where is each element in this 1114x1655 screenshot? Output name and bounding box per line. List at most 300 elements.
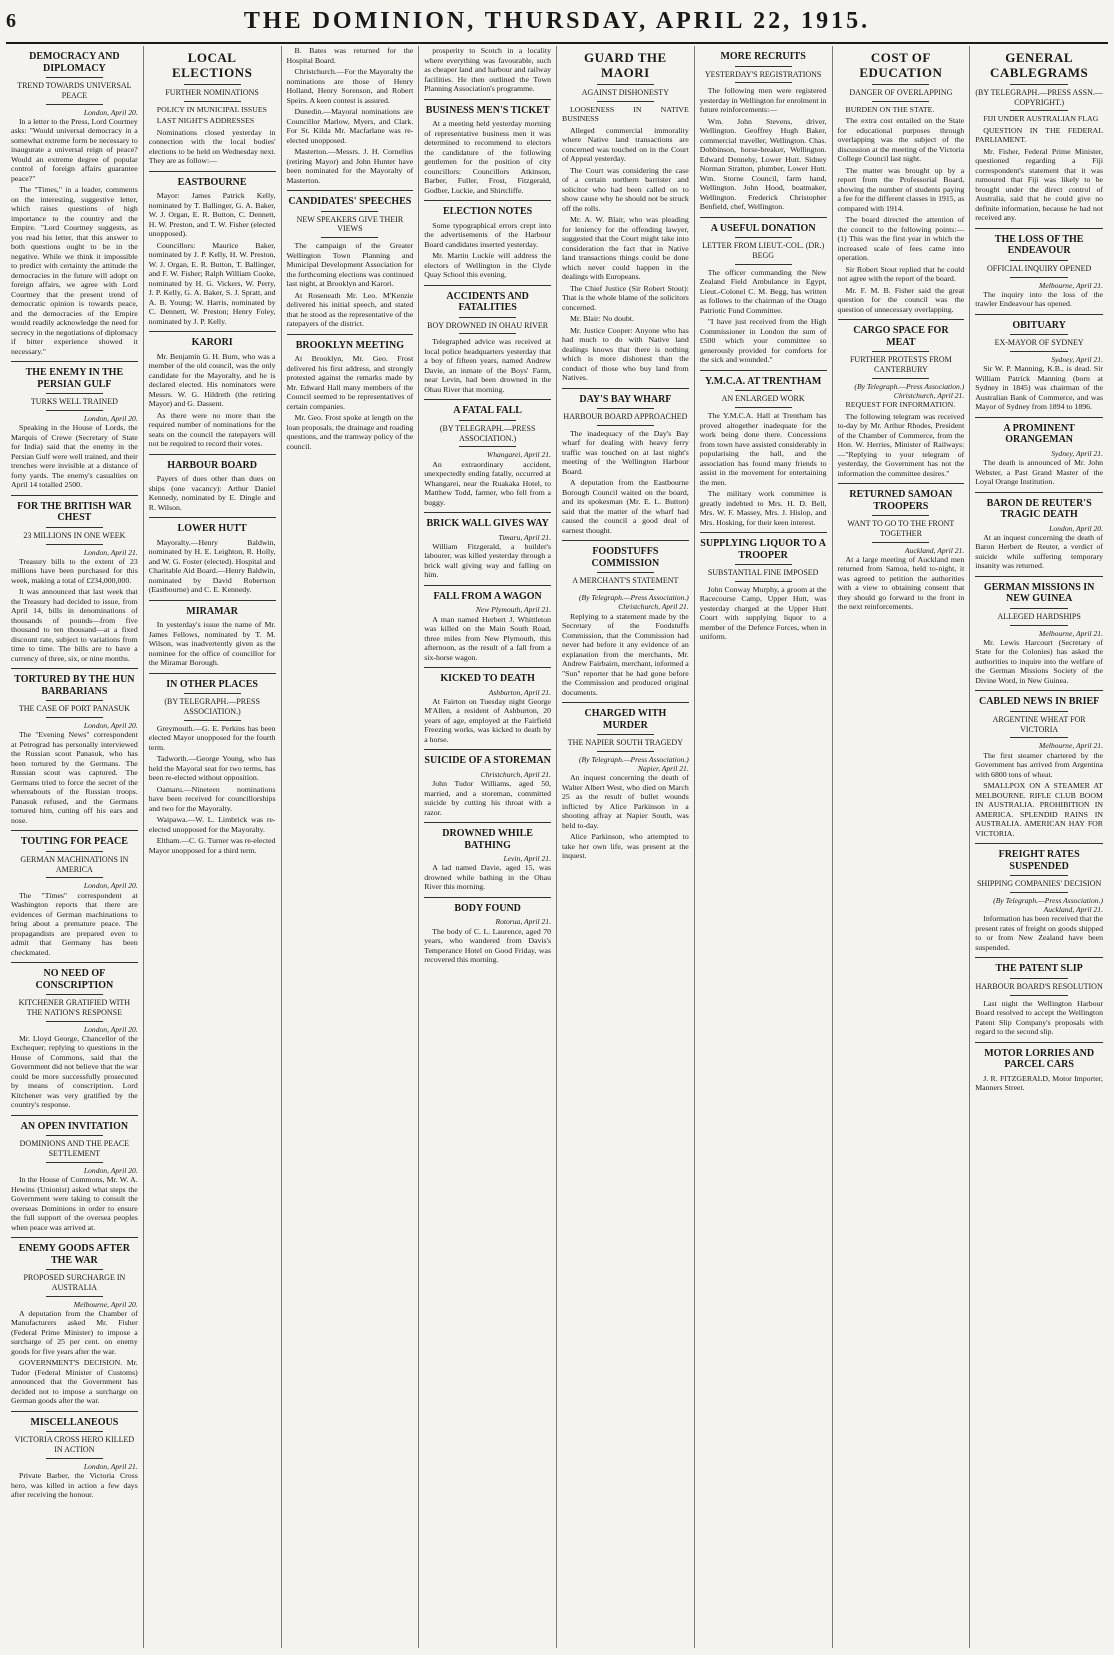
article-subheading: WANT TO GO TO THE FRONT TOGETHER (847, 519, 955, 538)
article-paragraph: Treasury bills to the extent of 23 millions have been purchased for this week, making a total of £234,000,000. (11, 556, 138, 585)
article-paragraph: The Chief Justice (Sir Robert Stout): That is the whole blame of the solicitors concerned. (562, 283, 689, 312)
article-divider (975, 690, 1103, 691)
headline-rule (735, 237, 792, 238)
column-6 (695, 46, 833, 1648)
article-divider (149, 600, 276, 601)
article-subheading: DOMINIONS AND THE PEACE SETTLEMENT (19, 1139, 130, 1158)
article (424, 591, 551, 662)
headline-rule (46, 544, 103, 545)
article-paragraph: William Fitzgerald, a builder's labourer, was killed yesterday through a brick wall giving way and falling on him. (424, 541, 551, 580)
article (11, 836, 138, 957)
article (975, 498, 1103, 571)
column-1 (6, 46, 144, 1648)
headline-rule (46, 393, 103, 394)
article-paragraph: Telegraphed advice was received at local police headquarters yesterday that a boy of fifteen years, named Andrew Davie, an inmate of the Boys' Farm, near Levin, had been drowned in the Ohau River that morning. (424, 337, 551, 394)
headline-rule (597, 734, 654, 735)
article (149, 460, 276, 513)
headline-rule (1010, 84, 1067, 85)
article-headline: ENEMY GOODS AFTER THE WAR (18, 1243, 131, 1266)
headline-rule (184, 693, 241, 694)
headline-rule (1010, 892, 1067, 893)
article-subheading: AN ENLARGED WORK (721, 394, 805, 404)
article-paragraph: Mr. F. M. B. Fisher said the great question for the council was the question of unnecessary overlapping. (837, 285, 965, 314)
article-divider (838, 483, 965, 484)
headline-rule (46, 1431, 103, 1432)
article (424, 405, 551, 507)
headline-rule (735, 264, 792, 265)
article (11, 51, 138, 356)
article-paragraph: The extra cost entailed on the State for educational purposes through overlapping was the subject of the discussion at the meeting of the Victoria College Council last night. (837, 116, 965, 164)
article-paragraph: The campaign of the Greater Wellington Town Planning and Municipal Development Association for the forthcoming elections was continued last night, at Brooklyn and Karori. (286, 241, 414, 288)
headline-rule (321, 237, 378, 238)
article (838, 325, 965, 478)
article (149, 51, 276, 166)
article-dateline: London, April 20. (83, 1024, 138, 1034)
article (11, 1121, 138, 1232)
headline-rule (735, 407, 792, 408)
article-subheading: THE NAPIER SOUTH TRAGEDY (567, 738, 683, 748)
article-dateline: (By Telegraph.—Press Association.) Christchurch, April 21. (854, 381, 965, 400)
headline-rule (1010, 737, 1067, 738)
article-dateline: Melbourne, April 21. (1039, 741, 1103, 751)
article (287, 196, 414, 329)
article-subheading: NEW SPEAKERS GIVE THEIR VIEWS (296, 214, 404, 234)
article-subheading: ARGENTINE WHEAT FOR VICTORIA (992, 714, 1086, 734)
article-paragraph: A man named Herbert J. Whittleton was killed on the Main South Road, three miles from New Plymouth, this afternoon, as the result of a fall from a six-horse wagon. (424, 614, 551, 662)
article-headline: THE LOSS OF THE ENDEAVOUR (994, 233, 1084, 257)
article-headline: FALL FROM A WAGON (433, 590, 542, 602)
article-divider (838, 319, 965, 320)
article (975, 423, 1103, 487)
article-divider (424, 585, 551, 586)
headline-rule (735, 66, 792, 67)
article-divider (975, 843, 1103, 844)
article-subheading: (BY TELEGRAPH.—PRESS ASSOCIATION.) (439, 423, 536, 443)
article-paragraph: Mr. Fisher, Federal Prime Minister, questioned regarding a Fiji correspondent's statement that it was rumoured that Fiji was likely to be brought under the direct control of Australia, said that he could give no definite information, because he had not received any. (975, 146, 1103, 223)
article-paragraph: Dunedin.—Mayoral nominations are Councillor Marlow, Myers, and Clark. For St. Kilda Mr. Macfarlane was re-elected unopposed. (286, 107, 414, 145)
article-divider (700, 532, 827, 533)
article-divider (11, 1237, 138, 1238)
article-paragraph: POLICY IN MUNICIPAL ISSUES (156, 104, 268, 114)
article-paragraph: A lad named Davie, aged 15, was drowned while bathing in the Ohau River this morning. (424, 863, 551, 892)
article-dateline: Auckland, April 21. (904, 545, 965, 555)
headline-rule (872, 515, 929, 516)
article-divider (700, 217, 827, 218)
article-paragraph: It was announced that last week that the Treasury had decided to issue, from April 14, bills in denominations of thousands of pounds—from five thousand to ten thousand—at a fixed discount rate, subject to variations from time to time. The bills are to have a currency of three, six, or nine months. (11, 587, 138, 663)
article-paragraph: The inadequacy of the Day's Bay wharf for dealing with heavy ferry traffic was touched on at last night's meeting of the Wellington Harbour Board. (562, 428, 689, 476)
article-paragraph: At Brooklyn, Mr. Geo. Frost delivered his first address, and strongly protested against the remarks made by Mr. Edward Hall many members of the Council seemed to be representatives of certain companies. (286, 354, 414, 411)
article-divider (424, 667, 551, 668)
article-subheading: BOY DROWNED IN OHAU RIVER (427, 320, 549, 330)
article-headline: THE PATENT SLIP (995, 963, 1083, 975)
article-paragraph: Information has been received that the present rates of freight on goods shipped to or from New Zealand have been suspended. (975, 914, 1103, 952)
article-headline: MIRAMAR (186, 605, 238, 617)
article-divider (11, 668, 138, 669)
article-paragraph: The "Times," in a leader, comments on the interesting, suggestive letter, which raises questions of high importance to the country and the Empire. "Lord Courtney suggests, as you read his letter, that this answer to both questions ought to be in the negative. While we think it impossible to predict with certainty the attitude the democracies in the future will adopt on foreign affairs, we agree with Lord Courtney that the present trend of democratic opinion is towards peace, and the democracies of the Empire would readily acknowledge the need for secrecy in the negotiations of diplomacy if bitter experience showed it necessary." (11, 185, 138, 356)
headline-rule (46, 700, 103, 701)
article (11, 968, 138, 1110)
article (975, 849, 1103, 952)
article-headline: FREIGHT RATES SUSPENDED (998, 849, 1080, 872)
article-paragraph: The following telegram was received to-day by Mr. Arthur Rhodes, President of the Chamber of Commerce, from the Hon. W. Herries, Minister of Railways:—"Replying to your telegram of yesterday, the Government has not the information the committee desires." (837, 411, 965, 478)
masthead (6, 6, 1108, 44)
article (11, 501, 138, 664)
article-headline: SUICIDE OF A STOREMAN (424, 755, 551, 767)
article (11, 674, 138, 825)
article-headline: A USEFUL DONATION (710, 222, 816, 234)
headline-rule (735, 390, 792, 391)
article-paragraph: The following men were registered yesterday in Wellington for enrolment in future reinforcements:— (699, 86, 827, 115)
article-paragraph: The board directed the attention of the council to the following points:— (1) This was the first year in which the increased scale of fees came into operation. (837, 215, 965, 263)
article-paragraph: The "Evening News" correspondent at Petrograd has personally interviewed the Russian scout Panasuk, who has been tortured by the Germans. The Russian scout was captured. The Germans tried to force the secret of the whereabouts of the Russian troops. Panasuk refused, and the Germans tortured him, cutting off his ears and nose. (11, 730, 138, 825)
article-divider (975, 492, 1103, 493)
headline-rule (46, 1135, 103, 1136)
article-divider (11, 962, 138, 963)
article (562, 546, 689, 697)
article (424, 105, 551, 196)
article-headline: CARGO SPACE FOR MEAT (853, 325, 949, 348)
article (700, 376, 827, 527)
article-paragraph: REQUEST FOR INFORMATION. (845, 400, 956, 410)
article-dateline: Melbourne, April 20. (73, 1299, 138, 1309)
article-paragraph: Waipawa.—W. L. Limbrick was re-elected unopposed for the Mayoralty. (148, 815, 276, 834)
article (149, 679, 276, 856)
headline-rule (46, 994, 103, 995)
article-divider (287, 334, 414, 335)
article-headline: BROOKLYN MEETING (295, 339, 404, 351)
article-headline: CHARGED WITH MURDER (584, 708, 667, 731)
article-paragraph: The "Times" correspondent at Washington reports that there are evidences of German machinations to bring about a premature peace. The propagandists are prepared even to admit that Germany has been checkmated. (11, 890, 138, 957)
article-subheading: GERMAN MACHINATIONS IN AMERICA (20, 854, 129, 874)
article-subheading: OFFICIAL INQUIRY OPENED (986, 263, 1092, 273)
article-subheading: FURTHER PROTESTS FROM CANTERBURY (849, 355, 952, 374)
article-paragraph: The Court was considering the case of a certain northern barrister and solicitor who had been called on to show cause why he should not be struck off the rolls. (562, 165, 689, 213)
page-number: 6 (6, 10, 16, 32)
article (700, 538, 827, 642)
article-headline: GUARD THE MAORI (584, 50, 667, 80)
article-dateline: London, April 21. (83, 1461, 138, 1471)
article-paragraph: QUESTION IN THE FEDERAL PARLIAMENT. (975, 125, 1103, 145)
article-headline: GENERAL CABLEGRAMS (990, 50, 1089, 80)
article-subheading: HARBOUR BOARD'S RESOLUTION (975, 981, 1103, 991)
article (149, 523, 276, 595)
article-paragraph: Nominations closed yesterday in connection with the local bodies' elections to be held on Wednesday next. They are as follow:— (148, 127, 276, 166)
article-headline: OBITUARY (1012, 319, 1066, 331)
article-paragraph: An inquest concerning the death of Walter Albert West, who died on March 25 as the result of bullet wounds inflicted by Alice Parkinson in a shooting affray at Napier South, was held to-day. (562, 773, 689, 830)
article-paragraph: An extraordinary accident, unexpectedly ending fatally, occurred at Whangarei, near the Ruakaka Hotel, to Matthew Todd, farmer, who fell from a buggy. (424, 459, 551, 507)
article (149, 177, 276, 327)
article-divider (424, 200, 551, 201)
article (424, 291, 551, 395)
headline-rule (597, 572, 654, 573)
headline-rule (735, 581, 792, 582)
headline-rule (597, 84, 654, 85)
article (11, 367, 138, 490)
article-headline: HARBOUR BOARD (167, 459, 257, 471)
headline-rule (46, 877, 103, 878)
article-dateline: Christchurch, April 21. (480, 769, 551, 779)
article (149, 337, 276, 449)
article-paragraph: Mr. Martin Luckie will address the electors of Wellington in the Clyde Quay School this evening. (424, 251, 551, 279)
article-divider (424, 399, 551, 400)
headline-rule (1010, 351, 1067, 352)
article-dateline: Whangarei, April 21. (486, 450, 551, 460)
article-headline: ACCIDENTS AND FATALITIES (446, 290, 529, 313)
article-divider (424, 749, 551, 750)
article-paragraph: A deputation from the Chamber of Manufacturers asked Mr. Fisher (Federal Prime Minister) to impose a surcharge of 25 per cent. on enemy goods for five years after the war. (11, 1308, 138, 1356)
article-divider (149, 517, 276, 518)
article-paragraph: FIJI UNDER AUSTRALIAN FLAG (983, 114, 1099, 124)
article-subheading: TURKS WELL TRAINED (30, 397, 118, 407)
column-7 (833, 46, 971, 1648)
headline-rule (735, 82, 792, 83)
article-headline: LOWER HUTT (177, 523, 247, 535)
article-headline: COST OF EDUCATION (859, 50, 943, 80)
article-dateline: Melbourne, April 21. (1039, 628, 1103, 638)
article-headline: BARON DE REUTER'S TRAGIC DEATH (986, 497, 1092, 521)
article (975, 963, 1103, 1036)
headline-rule (46, 410, 103, 411)
headline-rule (1010, 978, 1067, 979)
article-divider (562, 388, 689, 389)
article-divider (975, 1042, 1103, 1043)
article (11, 1243, 138, 1406)
article-headline: THE ENEMY IN THE PERSIAN GULF (25, 367, 124, 390)
headline-rule (735, 564, 792, 565)
article-paragraph: A deputation from the Eastbourne Borough Council waited on the board, and its spokesman (Mr. E. L. Button) said that the matter of the wharf had caused the council a good deal of earnest thought. (562, 478, 689, 535)
article-paragraph: Mr. Geo. Frost spoke at length on the loan proposals, the drainage and roading questions, and the tramway policy of the council. (286, 413, 414, 451)
article-paragraph: Sir Robert Stout replied that he could not agree with the report of the board. (837, 264, 965, 284)
headline-rule (1010, 110, 1067, 111)
article-headline: A PROMINENT ORANGEMAN (1003, 422, 1075, 446)
article-divider (11, 1115, 138, 1116)
article (424, 755, 551, 817)
headline-rule (872, 84, 929, 85)
article (975, 696, 1103, 838)
article-subheading: PROPOSED SURCHARGE IN AUSTRALIA (23, 1273, 126, 1292)
article-dateline: London, April 20. (83, 721, 138, 730)
article (700, 51, 827, 212)
headline-rule (184, 720, 241, 721)
article-headline: BODY FOUND (454, 902, 521, 914)
article (11, 1417, 138, 1500)
headline-rule (321, 211, 378, 212)
article-paragraph: Some typographical errors crept into the advertisements of the Harbour Board candidates inserted yesterday. (424, 220, 551, 249)
article (975, 51, 1103, 223)
article-paragraph: The first steamer chartered by the Government has arrived from Argentina with 6800 tons of wheat. (975, 750, 1103, 779)
article-divider (424, 285, 551, 286)
headline-rule (46, 1162, 103, 1163)
article-subheading: THE CASE OF PORT PANASUK (18, 704, 130, 714)
headline-rule (1010, 711, 1067, 712)
article-divider (11, 830, 138, 831)
article-dateline: London, April 21. (83, 547, 138, 557)
article-headline: ELECTION NOTES (443, 206, 533, 217)
article-divider (149, 673, 276, 674)
headline-rule (597, 751, 654, 752)
article-paragraph: At a large meeting of Auckland men returned from Samoa, held to-night, it was agreed to petition the authorities with a view to obtaining consent that they should go forward to the front in the next reinforcements. (837, 554, 965, 612)
article-headline: TORTURED BY THE HUN BARBARIANS (14, 674, 135, 697)
article-paragraph: BURDEN ON THE STATE. (845, 104, 935, 114)
article (838, 51, 965, 314)
headline-rule (46, 1269, 103, 1270)
article-paragraph: At Fairton on Tuesday night George M'Allen, a resident of Ashburton, 20 years of age, employed at the Fairfield Freezing works, was kicked to death by a horse. (424, 696, 551, 744)
article-dateline: (By Telegraph.—Press Association.) Napier, April 21. (578, 754, 689, 774)
article-divider (424, 99, 551, 100)
article-headline: NO NEED OF CONSCRIPTION (35, 968, 114, 991)
article-headline: GERMAN MISSIONS IN NEW GUINEA (983, 581, 1095, 605)
article-divider (424, 512, 551, 513)
article-paragraph: The officer commanding the New Zealand Field Ambulance in Egypt, Lieut.-Colonel C. M. Begg, has written as follows to the chairman of the Otago Patriotic Fund Committee. (699, 267, 827, 315)
article-dateline: London, April 20. (83, 1165, 138, 1175)
article-divider (562, 702, 689, 703)
headline-rule (597, 408, 654, 409)
columns-container (6, 46, 1108, 1648)
article-paragraph: GOVERNMENT'S DECISION. Mr. Tudor (Federal Minister of Customs) announced that the Government has decided not to impose a surcharge on German goods after the war. (11, 1358, 138, 1406)
column-2 (144, 46, 282, 1648)
headline-rule (46, 1458, 103, 1459)
headline-rule (46, 1021, 103, 1022)
headline-rule (597, 589, 654, 590)
article-subheading: TREND TOWARDS UNIVERSAL PEACE (17, 81, 132, 100)
headline-rule (459, 333, 516, 334)
article-paragraph: Payers of dues other than dues on ships (one vacancy): Arthur Daniel Kennedy, nominated by E. Dingle and R. Wilson. (148, 474, 276, 512)
article-paragraph: Speaking in the House of Lords, the Marquis of Crewe (Secretary of State for India) said that the enemy in the Persian Gulf were well trained, and their trenches were invisible at a distance of forty yards. The enemy's casualties on April 14 totalled 2500. (11, 423, 138, 490)
article (975, 1048, 1103, 1093)
article-paragraph: Christchurch.—For the Mayoralty the nominations are those of Henry Holland, Henry Sorenson, and Robert Speirs. A keen contest is assured. (286, 67, 414, 105)
article-divider (975, 417, 1103, 418)
article-dateline: (By Telegraph.—Press Association.) Auckland, April 21. (993, 895, 1103, 915)
article (838, 489, 965, 612)
headline-rule (46, 1296, 103, 1297)
article-paragraph: Private Barber, the Victoria Cross hero, was killed in action a few days after receiving the honour. (11, 1471, 138, 1499)
article (562, 51, 689, 383)
article (424, 903, 551, 965)
article-headline: IN OTHER PLACES (166, 678, 258, 690)
article-dateline: New Plymouth, April 21. (475, 605, 551, 615)
article (975, 234, 1103, 309)
article-headline: KICKED TO DEATH (440, 673, 535, 684)
headline-rule (1010, 608, 1067, 609)
article-divider (424, 897, 551, 898)
headline-rule (46, 717, 103, 718)
article-paragraph: In a letter to the Press, Lord Courtney asks: "Would universal democracy in a somewhat extreme form be necessary to inaugurate a universal reign of peace? Would an extreme degree of popular control of foreign affairs guarantee peace?" (11, 116, 138, 183)
article-headline: BUSINESS MEN'S TICKET (425, 104, 550, 116)
article-subheading: DANGER OF OVERLAPPING (849, 87, 953, 97)
article-paragraph: Wm. John Stevens, driver, Wellington. Geoffrey Hugh Baker, commercial traveller, Wellington. Chas. Dobbinson, horse-breaker, Wellington. Edward Dennehy, Lower Hutt. Sidney Norman Stratton, plumber, Lower Hutt. Wm. Storne Council, farm hand, Wellington. John Hood, boatmaker, Wellington. Frederick Christopher Benfield, chef, Wellington. (699, 116, 827, 212)
article-paragraph: In yesterday's issue the name of Mr. James Fellows, nominated by T. M. Wilson, was inadvertently given as the nominee for the office of councillor for the Miramar Borough. (148, 620, 276, 668)
article-headline: SUPPLYING LIQUOR TO A TROOPER (700, 538, 826, 561)
article-subheading: 23 MILLIONS IN ONE WEEK (23, 530, 126, 540)
article-headline: KARORI (191, 337, 233, 349)
article (975, 320, 1103, 412)
article-paragraph: Mr. A. W. Blair, who was pleading for leniency for the offending lawyer, suggested that the Court might take into consideration the fact that in Native land transactions things could be done which never could happen in the dealings with Europeans. (562, 215, 689, 282)
headline-rule (459, 446, 516, 447)
article-paragraph: LOOSENESS IN NATIVE BUSINESS (562, 104, 689, 124)
article-headline: A FATAL FALL (453, 405, 522, 417)
article-headline: DEMOCRACY AND DIPLOMACY (29, 51, 120, 74)
headline-rule (1010, 995, 1067, 996)
article-paragraph: Last night the Wellington Harbour Board resolved to accept the Wellington Patent Slip Company's proposals with regard to the second slip. (975, 998, 1103, 1037)
article-paragraph: Mayor: James Patrick Kelly, nominated by T. Ballinger, G. A. Baker, W. J. Organ, E. R. Button, C. Dennett, H. W. Preston, and T. W. Fisher (elected unopposed). (148, 191, 276, 239)
article-headline: CANDIDATES' SPEECHES (288, 196, 412, 207)
article-paragraph: B. Bates was returned for the Hospital Board. (286, 46, 414, 65)
article-paragraph: Mr. Justice Cooper: Anyone who has had much to do with Native land dealings knows that there is nothing which is more dishonest than the conduct of those who buy land from Natives. (562, 325, 689, 383)
article-dateline: Levin, April 21. (503, 854, 551, 863)
article-paragraph: Replying to a statement made by the Secretary of the Foodstuffs Commission, that the Commission had never had before it any evidence of an explanation from the merchants, Mr. Andrew Fairbairn, merchant, informed a "Sun" reporter that he had gone before the Commission and produced original documents. (562, 611, 689, 697)
article-paragraph: Mr. Lewis Harcourt (Secretary of State for the Colonies) has asked the authorities to inquire into the welfare of the German Missions Society of the Divine Word, in New Guinea. (975, 637, 1103, 685)
article-subheading: SUBSTANTIAL FINE IMPOSED (707, 568, 819, 577)
article-paragraph: The body of C. L. Laurence, aged 70 years, who wandered from Davis's Temperance Hotel on Good Friday, was recovered this morning. (424, 926, 551, 964)
article-paragraph: Mr. Benjamin G. H. Burn, who was a member of the old council, was the only candidate for the Mayoralty, and he is declared elected. His nominators were Messrs. W. G. Hildreth (the retiring Mayor) and G. Dassent. (148, 351, 276, 409)
article-paragraph: Oamaru.—Nineteen nominations have been received for councillorships and two for the Mayoralty. (148, 784, 276, 813)
article-paragraph: LAST NIGHT'S ADDRESSES (156, 116, 255, 126)
article (149, 606, 276, 668)
headline-rule (459, 317, 516, 318)
article-headline: FOR THE BRITISH WAR CHEST (17, 500, 132, 524)
headline-rule (597, 101, 654, 102)
article (424, 206, 551, 280)
headline-rule (46, 77, 103, 78)
headline-rule (1010, 875, 1067, 876)
article-paragraph: Mr. Blair: No doubt. (570, 314, 634, 324)
article-headline: DAY'S BAY WHARF (579, 393, 672, 405)
article-dateline: London, April 20. (83, 414, 138, 423)
article-paragraph: Sir W. P. Manning, K.B., is dead. Sir William Patrick Manning (born at Sydney in 1845) was chairman of the Australian Bank of Commerce, and was Mayor of Sydney from 1894 to 1896. (975, 364, 1103, 412)
article-headline: MOTOR LORRIES AND PARCEL CARS (984, 1047, 1095, 1071)
article (287, 340, 414, 452)
article-subheading: ALLEGED HARDSHIPS (997, 611, 1081, 621)
headline-rule (46, 851, 103, 852)
article-paragraph: At a meeting held yesterday morning of representative business men it was determined to recommend to electors the candidature of the following gentlemen for the position of city councillors: Councillors Atkinson, Barber, Fuller, Frost, Fitzgerald, Godber, Luckie, and Shirtcliffe. (424, 119, 551, 195)
article-paragraph: Masterton.—Messrs. J. H. Cornelius (retiring Mayor) and John Hunter have been nominated for the Mayoralty of Masterton. (286, 147, 414, 185)
headline-rule (1010, 277, 1067, 278)
article-paragraph: The inquiry into the loss of the trawler Endeavour has opened. (975, 289, 1103, 309)
article (424, 828, 551, 892)
article-subheading: KITCHENER GRATIFIED WITH THE NATION'S RESPONSE (18, 998, 131, 1017)
article-divider (149, 454, 276, 455)
article-subheading: YESTERDAY'S REGISTRATIONS (704, 69, 822, 79)
article-dateline: London, April 20. (1049, 523, 1103, 533)
article-headline: RETURNED SAMOAN TROOPERS (849, 489, 953, 512)
article-divider (700, 370, 827, 371)
article-paragraph: prosperity to Scotch in a locality where everything was favourable, such as cheaper land and harbour and railway facilities. He then outlined the Town Planning Association's programme. (424, 46, 551, 93)
article-paragraph: Alleged commercial immorality where Native land transactions are concerned was touched on in the Court of Appeal yesterday. (562, 125, 689, 164)
article-headline: AN OPEN INVITATION (20, 1120, 129, 1132)
article (700, 223, 827, 365)
article-headline: BRICK WALL GIVES WAY (426, 518, 549, 529)
column-4 (419, 46, 557, 1648)
article (424, 46, 551, 94)
article-divider (11, 495, 138, 496)
article-headline: MORE RECRUITS (720, 51, 806, 62)
article-headline: EASTBOURNE (177, 176, 247, 188)
article-paragraph: John Tudor Williams, aged 50, married, and a storeman, committed suicide by cutting his throat with a razor. (424, 779, 551, 817)
article (562, 394, 689, 536)
article-headline: DROWNED WHILE BATHING (442, 828, 533, 851)
article-paragraph: John Conway Murphy, a groom at the Racecourse Camp, Upper Hutt, was yesterday charged at the Upper Hutt Court with supplying liquor to a member of the Defence Forces, when in uniform. (699, 584, 827, 642)
column-3 (282, 46, 420, 1648)
article-paragraph: As there were no more than the required number of nominations for the seats on the council the ratepayers will not be required to record their votes. (148, 410, 276, 449)
article-subheading: VICTORIA CROSS HERO KILLED IN ACTION (14, 1435, 135, 1454)
article-divider (149, 331, 276, 332)
article-divider (11, 1411, 138, 1412)
article-subheading: FURTHER NOMINATIONS (165, 87, 259, 97)
article-paragraph: SMALLPOX ON A STEAMER AT MELBOURNE. RIFLE CLUB BOOM IN AUSTRALIA. PROHIBITION IN AMERICA. SPLENDID RAINS IN AUSTRALIA. AMERICAN HAY FOR VICTORIA. (975, 781, 1103, 838)
article-paragraph: The death is announced of Mr. John Webster, a Past Grand Master of the Loyal Orange Institution. (975, 458, 1103, 487)
article-dateline: Ashburton, April 21. (488, 687, 551, 697)
article-subheading: (BY TELEGRAPH.—PRESS ASSN.—COPYRIGHT.) (975, 87, 1103, 107)
